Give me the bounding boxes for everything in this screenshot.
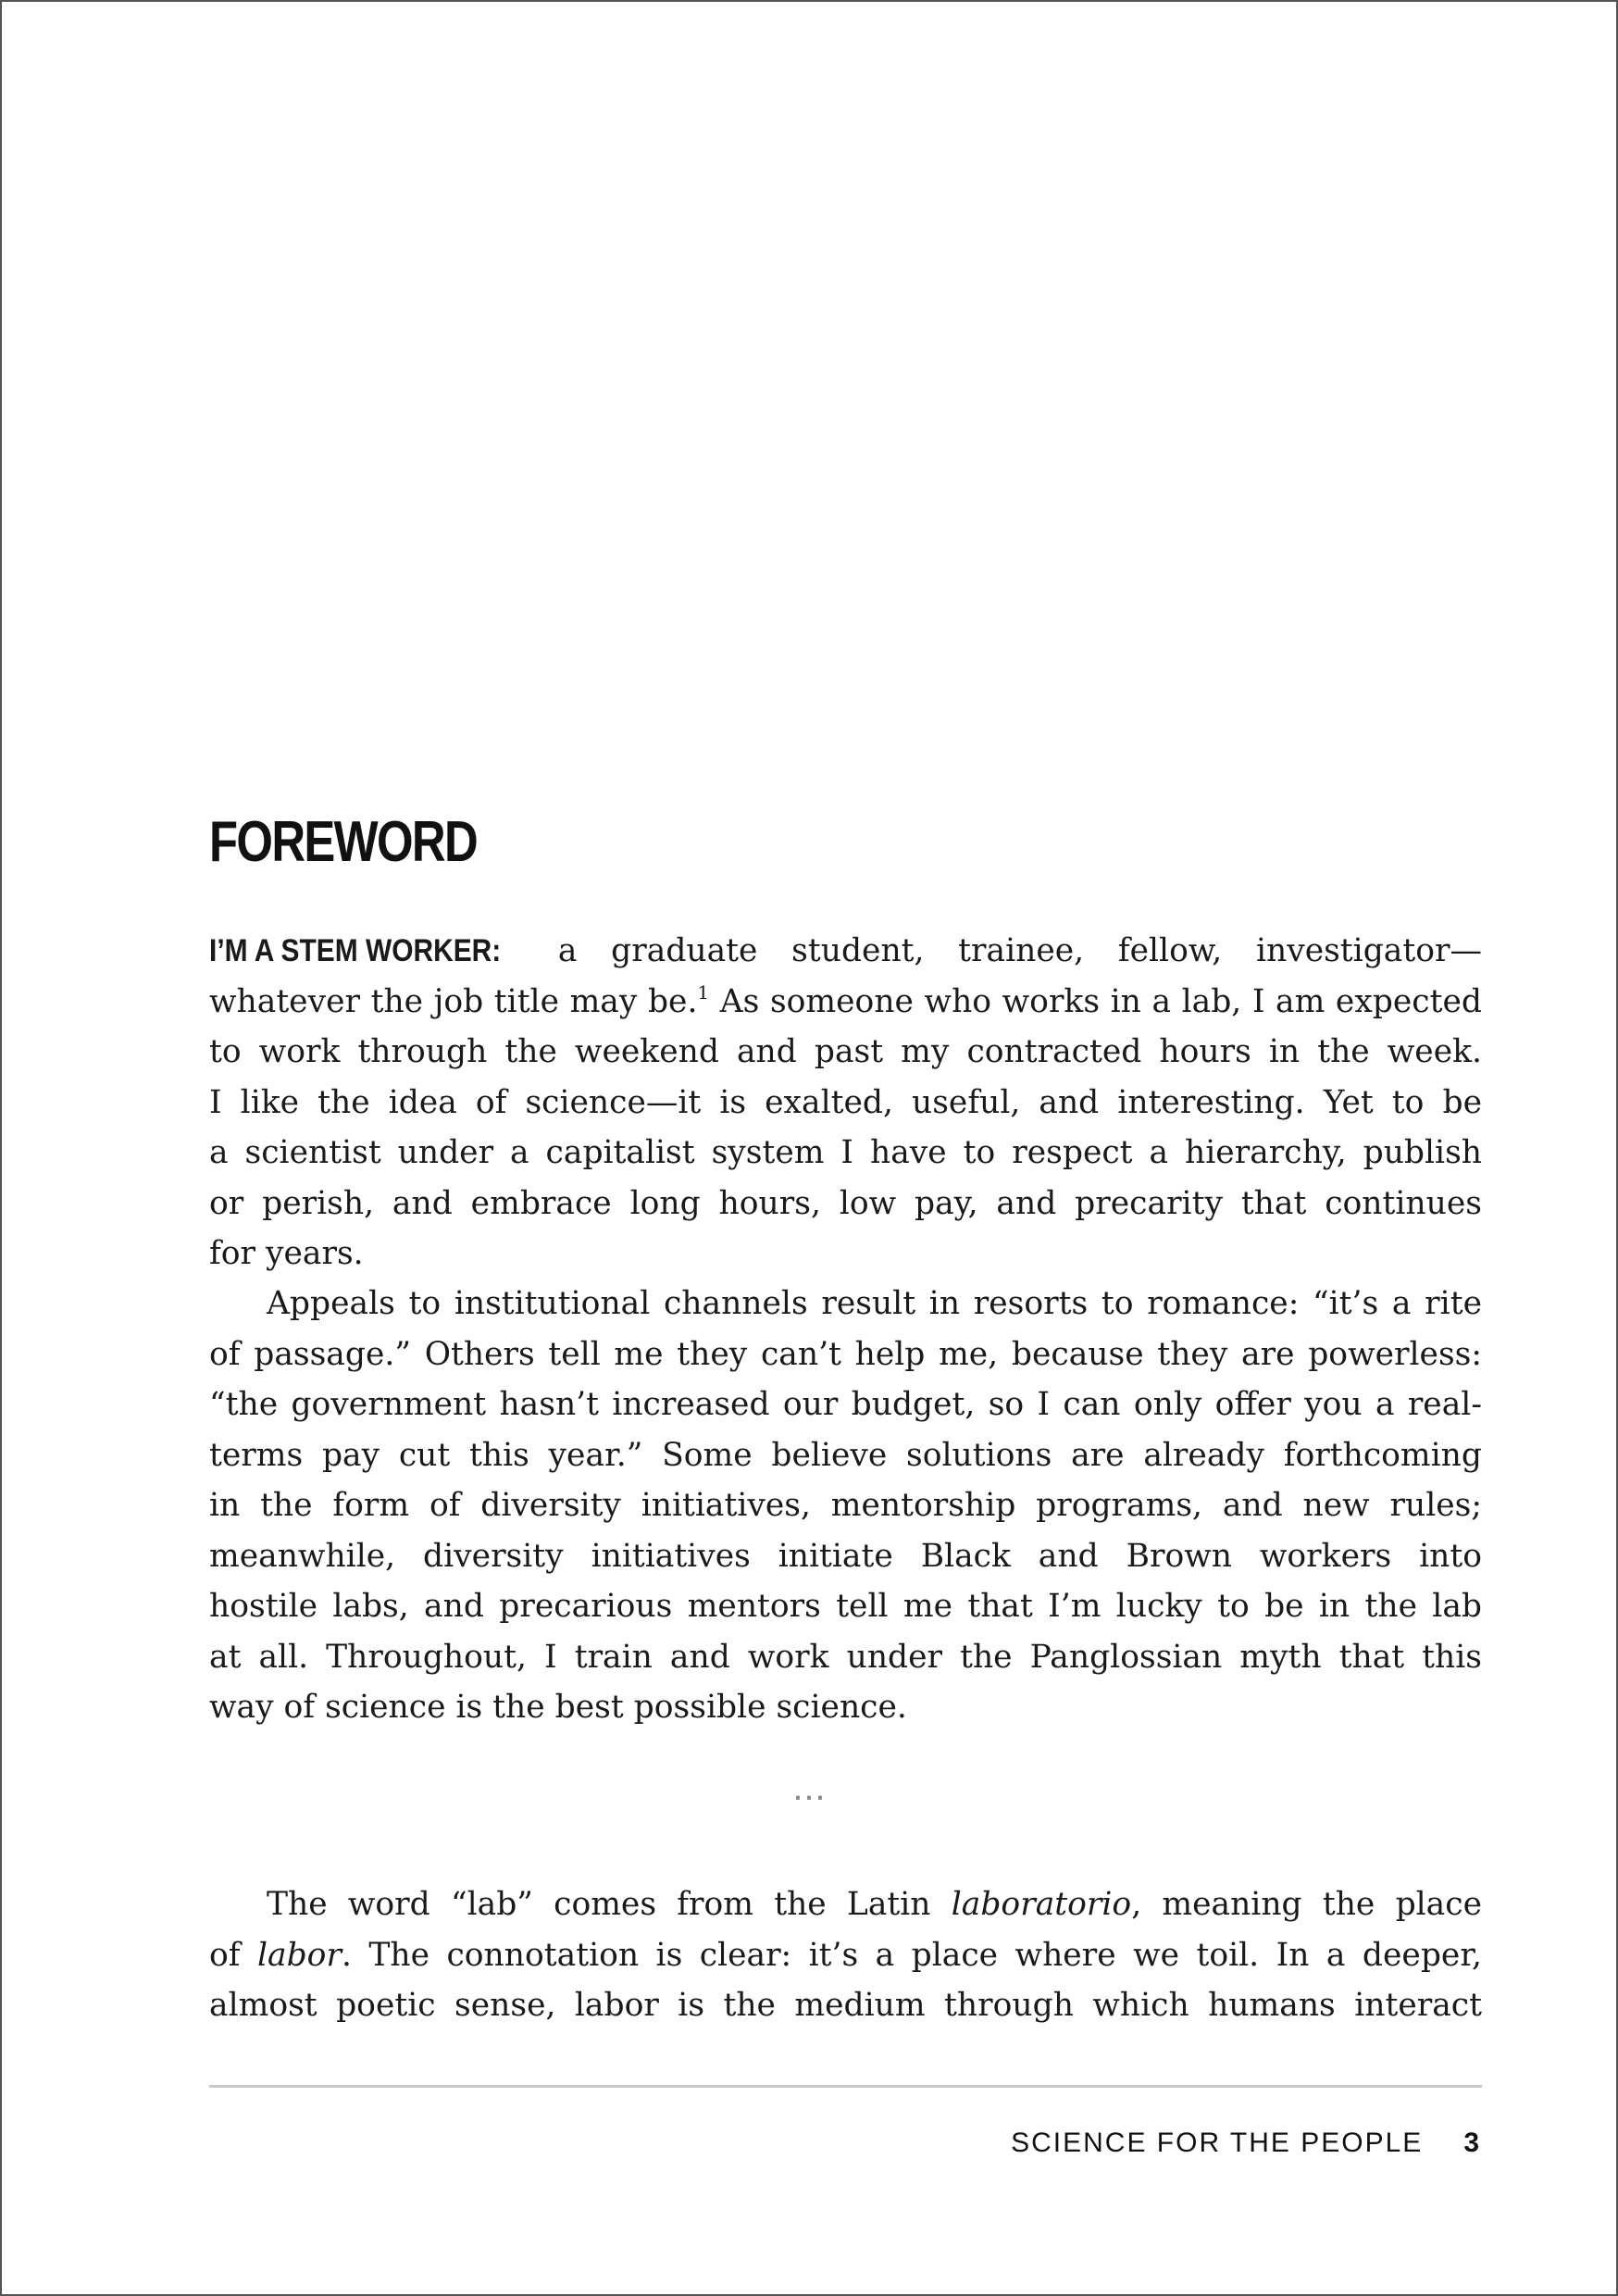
paragraph-2-line: in the form of diversity initiatives, mentorship programs, and new rules; [209,1487,1482,1524]
footnote-marker[interactable]: 1 [697,980,710,1004]
page-number: 3 [1463,2128,1479,2158]
paragraph-3-line: almost poetic sense, labor is the medium through which humans interact [209,1987,1482,2024]
paragraph-1-line: I like the idea of science—it is exalted, useful, and interesting. Yet to be [209,1083,1482,1121]
paragraph-1-line: I’M A STEM WORKER: a graduate student, trainee, fellow, investigator— [209,926,1482,977]
paragraph-1-line: for years. [209,1235,364,1272]
running-footer [1011,2128,1479,2159]
paragraph-3-line: of labor. The connotation is clear: it’s a place where we toil. In a deeper, [209,1936,1482,1974]
paragraph-2-line: terms pay cut this year.” Some believe solutions are already forthcoming [209,1436,1482,1474]
lead-in: I’M A STEM WORKER: [209,933,502,968]
paragraph-1-line: or perish, and embrace long hours, low pay, and precarity that continues [209,1184,1482,1222]
paragraph-1 [209,926,1482,1279]
section-break: … [792,1770,829,1808]
paragraph-2-line: hostile labs, and precarious mentors tell me that I’m lucky to be in the lab [209,1588,1482,1625]
paragraph-2-line: meanwhile, diversity initiatives initiate Black and Brown workers into [209,1537,1482,1575]
chapter-title: FOREWORD [209,810,478,874]
paragraph-3 [209,1879,1482,2031]
paragraph-2-line: of passage.” Others tell me they can’t help me, because they are powerless: [209,1335,1482,1373]
paragraph-2-line: way of science is the best possible science. [209,1689,907,1726]
book-title: SCIENCE FOR THE PEOPLE [1011,2128,1424,2158]
paragraph-1-line: whatever the job title may be.$^1$ As someone who works in a lab, I am expected [209,980,1482,1020]
paragraph-2-line: at all. Throughout, I train and work under the Panglossian myth that this [209,1638,1482,1676]
paragraph-1-line: a scientist under a capitalist system I have to respect a hierarchy, publish [209,1134,1482,1171]
paragraph-3-line: The word “lab” comes from the Latin laboratorio, meaning the place [267,1886,1482,1923]
footer-divider [209,2085,1482,2088]
paragraph-2 [209,1279,1482,1733]
paragraph-1-line: to work through the weekend and past my contracted hours in the week. [209,1033,1482,1070]
paragraph-2-line: Appeals to institutional channels result in resorts to romance: “it’s a rite [267,1285,1482,1322]
paragraph-2-line: “the government hasn’t increased our budget, so I can only offer you a real- [209,1386,1482,1423]
